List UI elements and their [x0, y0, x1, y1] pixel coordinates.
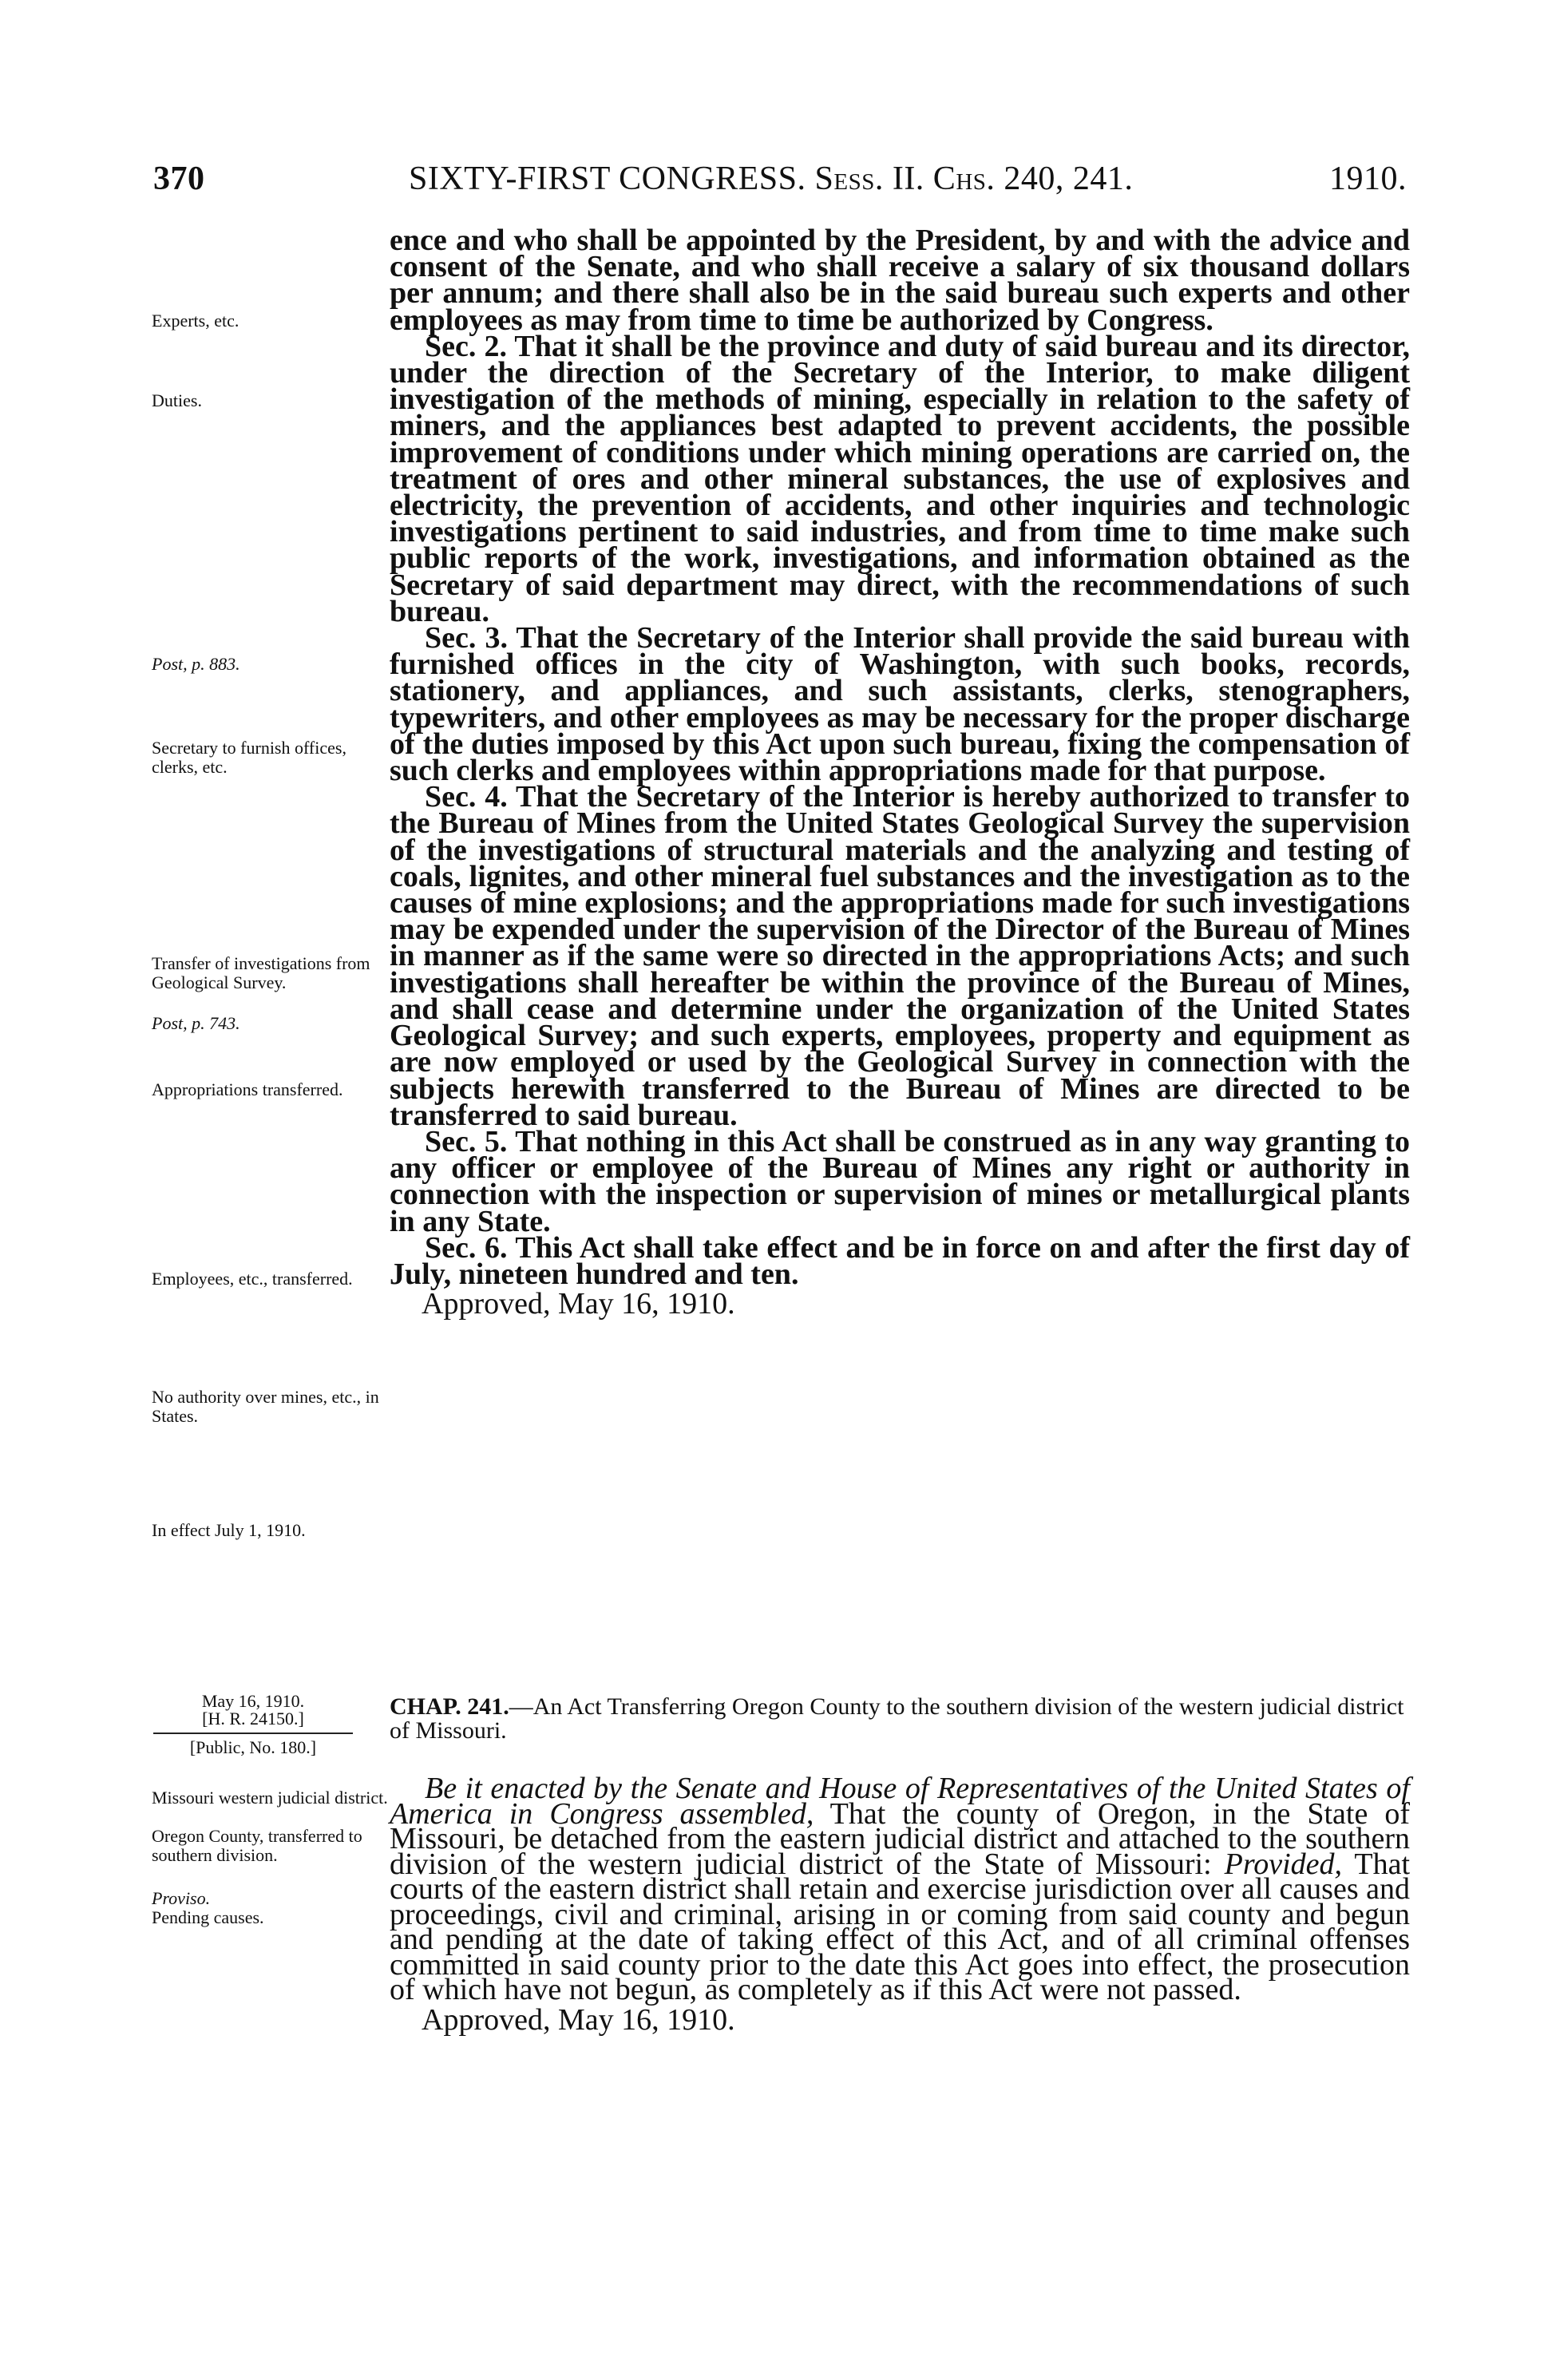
public-number: [Public, No. 180.] [189, 1737, 317, 1757]
chapter-241-text [390, 1772, 1411, 2006]
bill-info-divider [153, 1733, 353, 1734]
margin-note-post-743: Post, p. 743. [152, 1013, 240, 1033]
margin-note-oregon-county: Oregon County, transferred to southern division. [152, 1826, 362, 1865]
margin-note-missouri: Missouri western judicial district. [152, 1788, 388, 1808]
chapter-241-title: CHAP. 241. [390, 1693, 509, 1720]
chapter-241-body [390, 1772, 1411, 2037]
running-title: SIXTY-FIRST CONGRESS. Sess. II. Chs. 240, 241. [409, 160, 1134, 197]
margin-note-appropriations: Appropriations transferred. [152, 1079, 343, 1099]
paragraph-continuation: ence and who shall be appointed by the President, by and with the advice and consent of the Senate, and who shall receive a salary of six thousand dollars per annum; and there shall also be in the said bureau such experts and other employees as may from time to time be authorized by Congress. [390, 224, 1410, 337]
margin-note-no-authority: No authority over mines, etc., in States. [152, 1387, 379, 1426]
margin-note-post-883: Post, p. 883. [152, 654, 240, 674]
margin-note-transfer: Transfer of investigations from Geological Survey. [152, 953, 370, 992]
chapter-241-body-part2: That courts of the eastern district shall retain and exercise jurisdiction over all causes and proceedings, civil and criminal, arising in or coming from said county and begun and pending at the date of taking effect of this Act, and of all criminal offenses committed in said county prior to the date this Act goes into effect, the prosecution of which have not begun, as completely as if this Act were not passed. [390, 1847, 1410, 2006]
margin-note-effective: In effect July 1, 1910. [152, 1520, 306, 1540]
bill-number: [H. R. 24150.] [202, 1709, 304, 1729]
chapter-241-bill-info [153, 1693, 353, 1756]
chapter-241-description: —An Act Transferring Oregon County to the southern division of the western judicial district of Missouri. [390, 1693, 1404, 1744]
margin-note-employees: Employees, etc., transferred. [152, 1269, 353, 1289]
header-year: 1910. [1329, 160, 1407, 197]
margin-note-experts: Experts, etc. [152, 311, 240, 331]
section-5: Sec. 5. That nothing in this Act shall be construed as in any way granting to any officer or employee of the Bureau of Mines any right or authority in connection with the inspection or supervision of mines or metallurgical plants in any State. [390, 1124, 1410, 1238]
proviso-word: Provided, [1224, 1847, 1343, 1881]
section-4: Sec. 4. That the Secretary of the Interior is hereby authorized to transfer to the Bureau of Mines from the United States Geological Survey the supervision of the investigations of structural materials and the analyzing and testing of coals, lignites, and other mineral fuel substances and the investigation as to the causes of mine explosions; and the appropriations made for such investigations may be expended under the supervision of the Director of the Bureau of Mines in manner as if the same were so directed in the appropriations Acts; and such investigations shall hereafter be within the province of the Bureau of Mines, and shall cease and determine under the organization of the United States Geological Survey; and such experts, employees, property and equipment as are now employed or used by the Geological Survey in connection with the subjects herewith transferred to the Bureau of Mines are directed to be transferred to said bureau. [390, 780, 1410, 1132]
chapter-241-body-part1: That the county of Oregon, in the State of Missouri, be detached from the eastern judicial district and attached to the southern division of the western judicial district of the State of Missouri: [390, 1796, 1411, 1881]
bill-date: May 16, 1910. [201, 1691, 305, 1711]
page-header [153, 160, 1407, 208]
chapter-240-body [390, 224, 1410, 1321]
chapter-241-heading [390, 1695, 1410, 1743]
margin-note-proviso: Proviso. [152, 1888, 211, 1908]
margin-note-secretary: Secretary to furnish offices, clerks, etc. [152, 738, 346, 777]
chapter-241-approval-line: Approved, May 16, 1910. [422, 2002, 735, 2037]
page-number: 370 [153, 160, 205, 197]
section-6: Sec. 6. This Act shall take effect and be in force on and after the first day of July, nineteen hundred and ten. [390, 1230, 1410, 1291]
margin-note-pending: Pending causes. [152, 1907, 264, 1927]
section-3: Sec. 3. That the Secretary of the Interior shall provide the said bureau with furnished offices in the city of Washington, with such books, records, stationery, and appliances, and such assistants, clerks, stenographers, typewriters, and other employees as may be necessary for the proper discharge of the duties imposed by this Act upon such bureau, fixing the compensation of such clerks and employees within appropriations made for that purpose. [390, 621, 1410, 788]
margin-note-duties: Duties. [152, 390, 202, 410]
approval-line: Approved, May 16, 1910. [422, 1287, 735, 1321]
section-2: Sec. 2. That it shall be the province and duty of said bureau and its director, under the direction of the Secretary of the Interior, to make diligent investigation of the methods of mining, especially in relation to the safety of miners, and the appliances best adapted to prevent accidents, the possible improvement of conditions under which mining operations are carried on, the treatment of ores and other mineral substances, the use of explosives and electricity, the prevention of accidents, and other inquiries and technologic investigations pertinent to said industries, and from time to time make such public reports of the work, investigations, and information obtained as the Secretary of said department may direct, with the recommendations of such bureau. [390, 329, 1410, 628]
enacting-clause: Be it enacted by the Senate and House of Representatives of the United States of America in Congress assembled, [390, 1772, 1410, 1831]
